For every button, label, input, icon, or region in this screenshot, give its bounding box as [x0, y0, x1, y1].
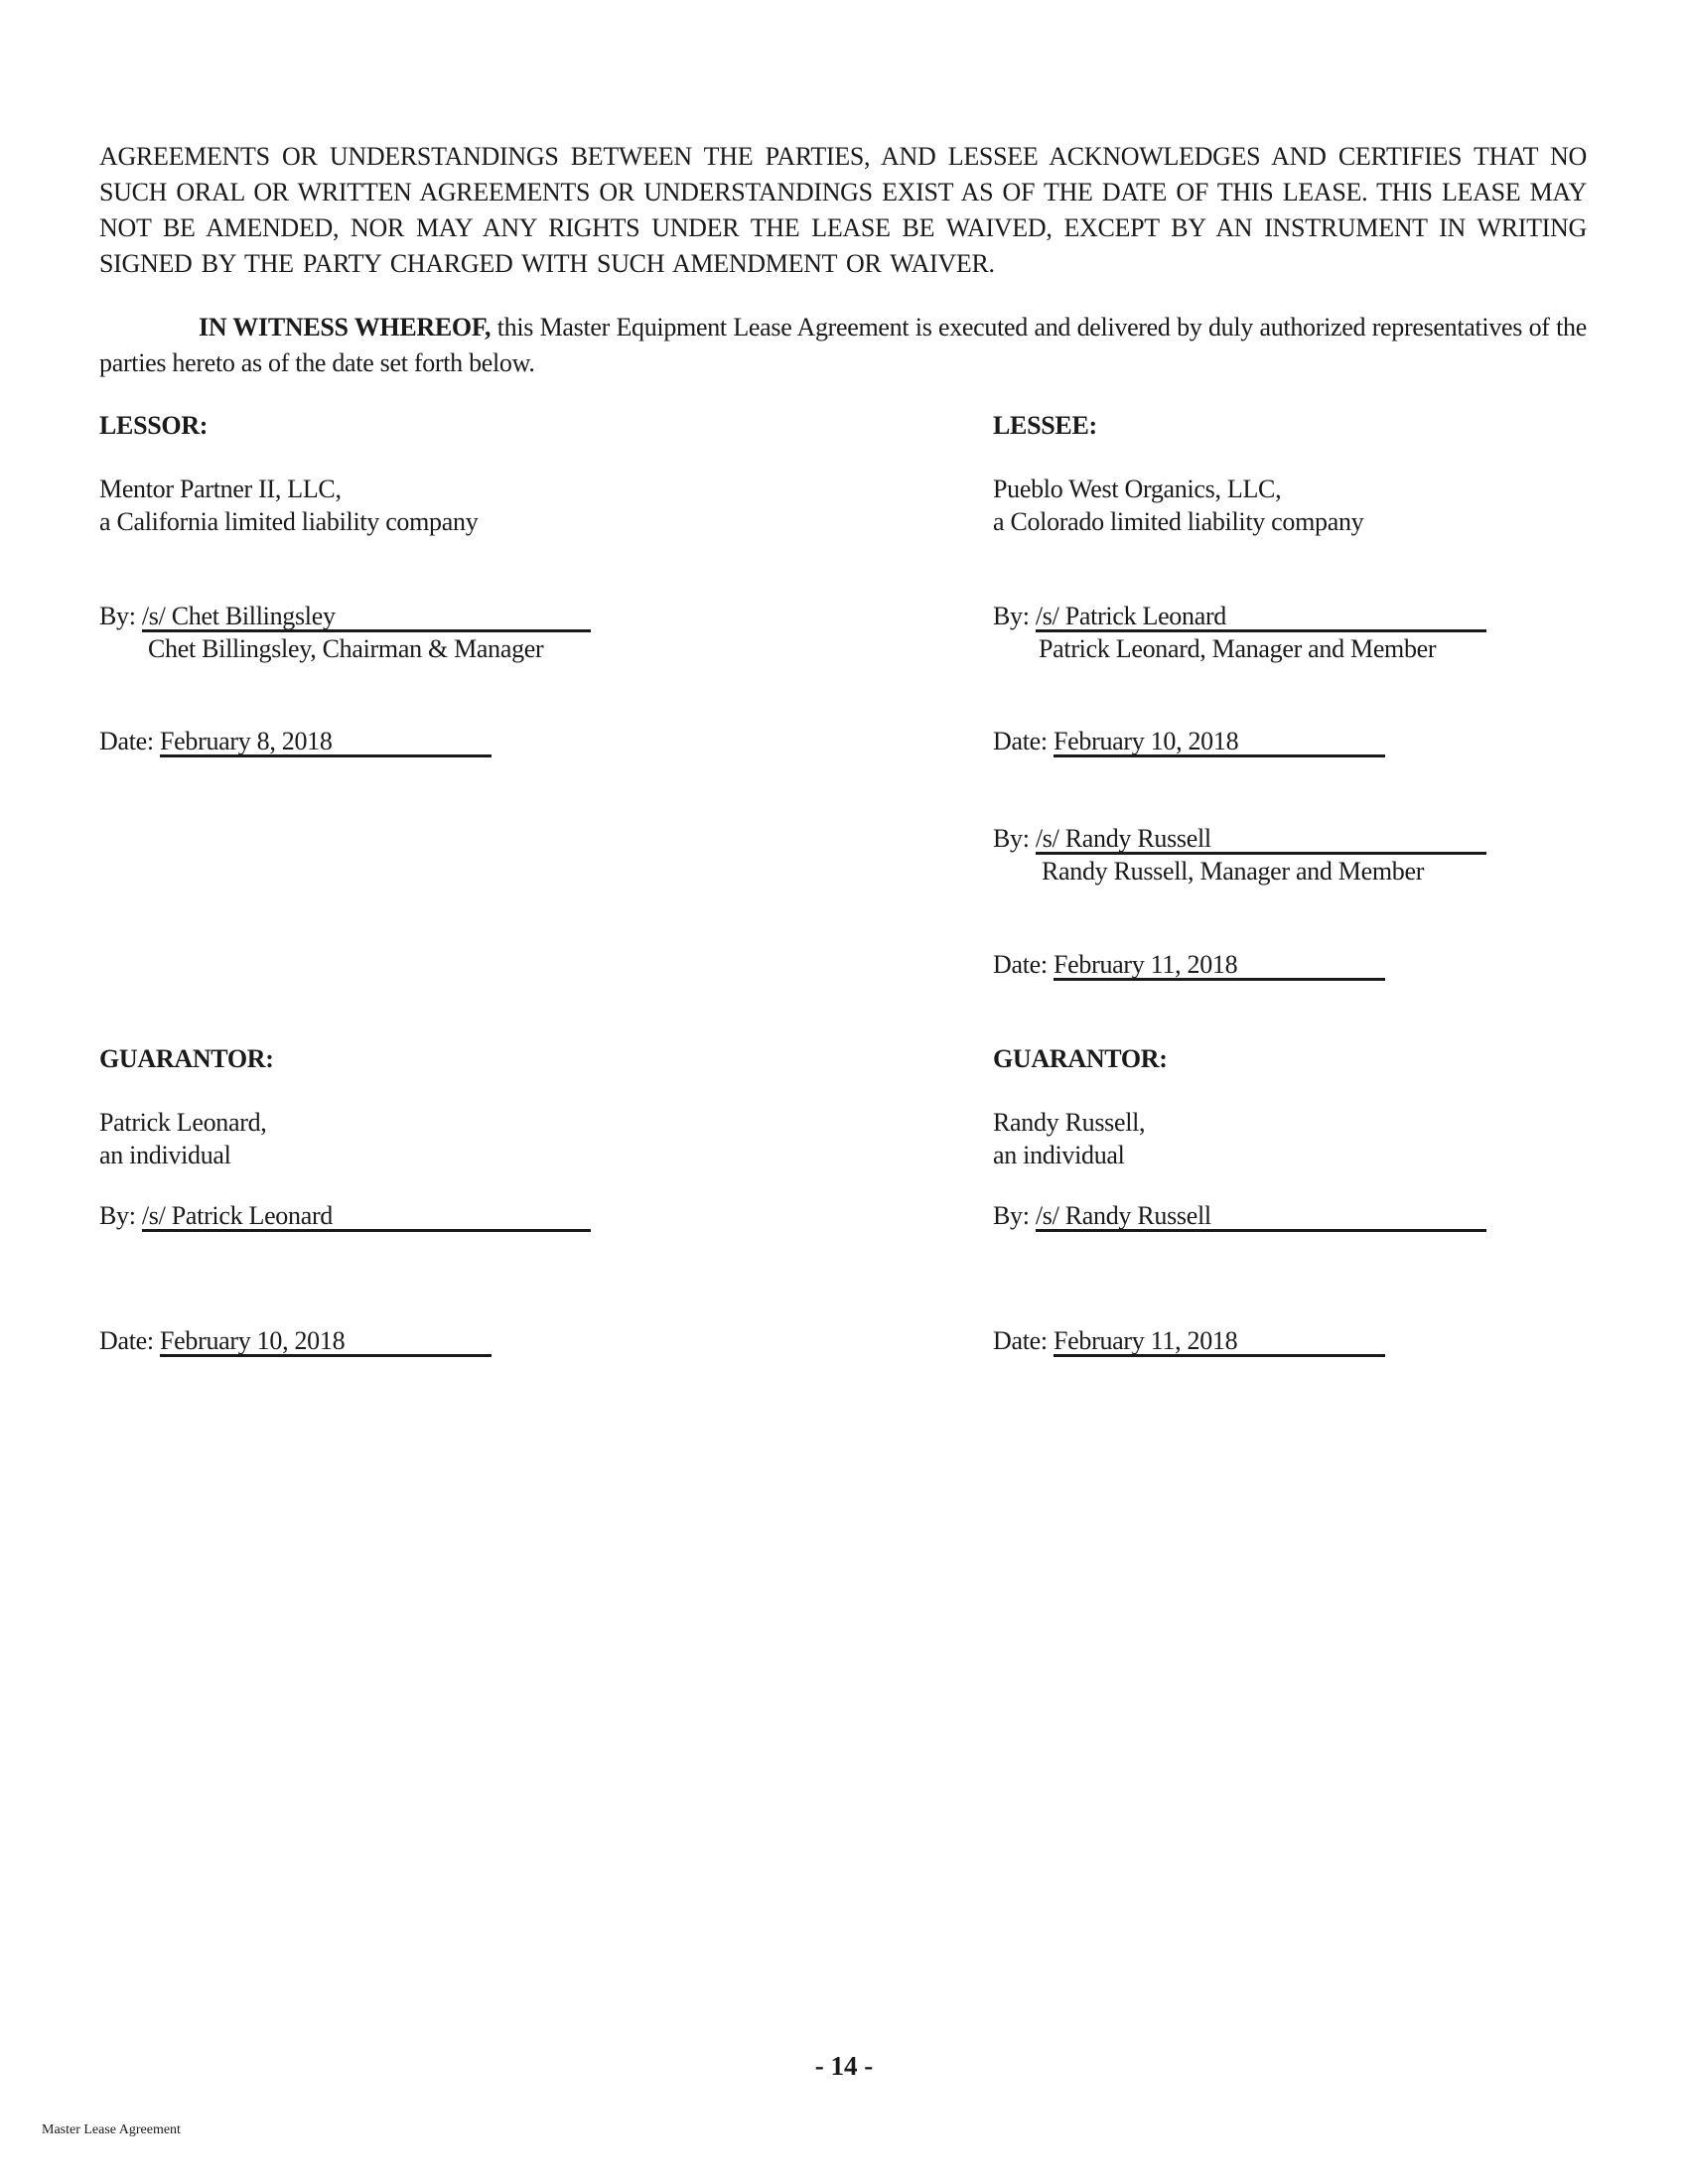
signer-title: Patrick Leonard, Manager and Member	[1039, 634, 1437, 663]
by-label: By:	[99, 602, 136, 630]
guarantor-2-entity	[993, 1106, 1145, 1171]
guarantor-2-heading: GUARANTOR:	[993, 1044, 1168, 1073]
by-label: By:	[993, 824, 1030, 853]
date-label: Date:	[99, 727, 154, 755]
signature-line: /s/ Randy Russell	[1036, 826, 1486, 855]
signature-line: /s/ Randy Russell	[1036, 1203, 1486, 1232]
closing-paragraph: AGREEMENTS OR UNDERSTANDINGS BETWEEN THE PARTIES, AND LESSEE ACKNOWLEDGES AND CERTIFIES THAT NO SUCH ORAL OR WRITTEN AGREEMENTS OR UNDERSTANDINGS EXIST AS OF THE DATE OF THIS LEASE. THIS LEASE MAY NOT BE AMENDED, NOR MAY ANY RIGHTS UNDER THE LEASE BE WAIVED, EXCEPT BY AN INSTRUMENT IN WRITING SIGNED BY THE PARTY CHARGED WITH SUCH AMENDMENT OR WAIVER.	[99, 142, 1587, 278]
guarantor-1-signature-block	[99, 1199, 591, 1232]
witness-paragraph	[99, 310, 1587, 381]
lessor-signature-block	[99, 600, 591, 665]
signature-line: /s/ Patrick Leonard	[1036, 604, 1486, 632]
by-label: By:	[99, 1201, 136, 1230]
lessee-signature-block-2	[993, 822, 1486, 887]
lessor-entity-name: Mentor Partner II, LLC,	[99, 475, 342, 503]
date-label: Date:	[993, 727, 1048, 755]
date-label: Date:	[993, 950, 1048, 979]
lessor-heading: LESSOR:	[99, 411, 209, 440]
guarantor-1-heading: GUARANTOR:	[99, 1044, 274, 1073]
guarantor-1-date-block	[99, 1324, 492, 1357]
guarantor-2-date-block	[993, 1324, 1385, 1357]
lessee-date-block-1	[993, 725, 1385, 757]
guarantor-2-name: Randy Russell,	[993, 1108, 1146, 1137]
date-label: Date:	[993, 1326, 1048, 1355]
lessee-signature-block-1	[993, 600, 1486, 665]
date-line: February 10, 2018	[160, 1328, 492, 1357]
lessee-entity-type: a Colorado limited liability company	[993, 507, 1364, 536]
lessee-date-block-2	[993, 948, 1385, 981]
date-line: February 10, 2018	[1054, 729, 1385, 757]
lessor-date-block	[99, 725, 492, 757]
footer-document-name: Master Lease Agreement	[42, 2122, 181, 2137]
signature-line: /s/ Chet Billingsley	[142, 604, 591, 632]
lessee-entity-name: Pueblo West Organics, LLC,	[993, 475, 1282, 503]
date-label: Date:	[99, 1326, 154, 1355]
date-line: February 11, 2018	[1054, 1328, 1385, 1357]
guarantor-1-entity	[99, 1106, 266, 1171]
guarantor-2-signature-block	[993, 1199, 1486, 1232]
signer-title: Randy Russell, Manager and Member	[1042, 857, 1425, 886]
date-line: February 11, 2018	[1054, 952, 1385, 981]
lessee-heading: LESSEE:	[993, 411, 1097, 440]
witness-lead: IN WITNESS WHEREOF,	[199, 313, 492, 341]
lessee-entity	[993, 473, 1363, 538]
guarantor-1-type: an individual	[99, 1141, 231, 1169]
by-label: By:	[993, 1201, 1030, 1230]
signer-title: Chet Billingsley, Chairman & Manager	[148, 634, 544, 663]
lessor-entity	[99, 473, 478, 538]
guarantor-1-name: Patrick Leonard,	[99, 1108, 267, 1137]
signature-line: /s/ Patrick Leonard	[142, 1203, 591, 1232]
page-number: - 14 -	[814, 2051, 874, 2081]
by-label: By:	[993, 602, 1030, 630]
guarantor-2-type: an individual	[993, 1141, 1125, 1169]
lessor-entity-type: a California limited liability company	[99, 507, 479, 536]
date-line: February 8, 2018	[160, 729, 492, 757]
witness-text: this Master Equipment Lease Agreement is executed and delivered by duly authorized representatives of the parties hereto as of the date set forth below.	[99, 313, 1587, 377]
